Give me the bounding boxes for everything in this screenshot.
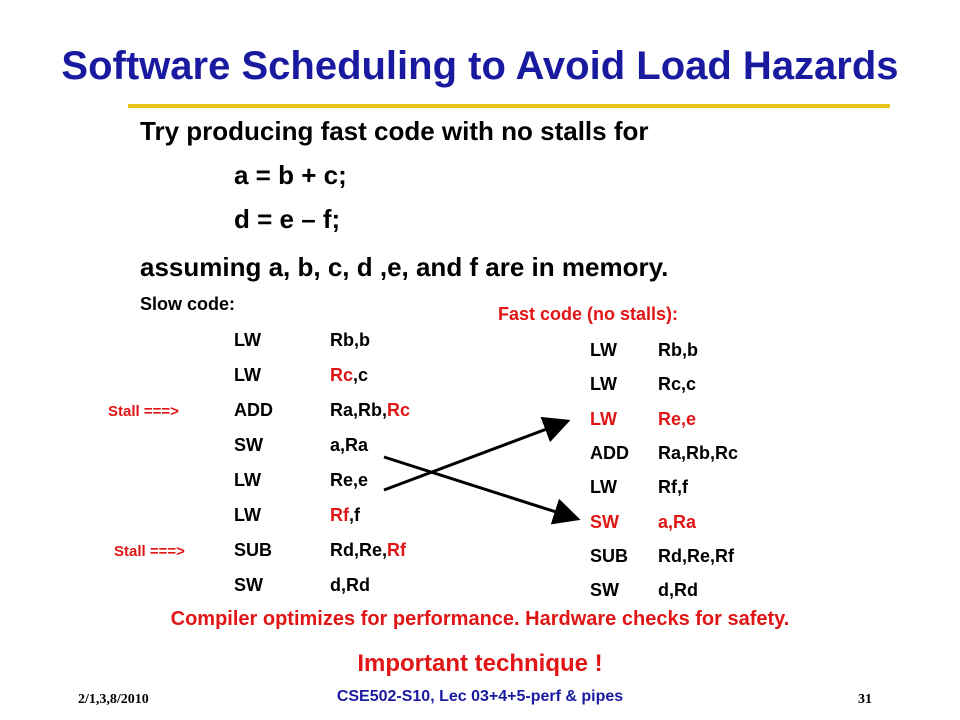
operands: Rb,b xyxy=(330,330,370,350)
operands: d,Rd xyxy=(658,580,698,601)
assumption-line: assuming a, b, c, d ,e, and f are in memory. xyxy=(140,252,669,282)
statement-1: a = b + c; xyxy=(234,160,347,190)
opcode: LW xyxy=(590,477,617,498)
summary-line: Compiler optimizes for performance. Hardware checks for safety. xyxy=(170,608,790,630)
opcode: LW xyxy=(590,374,617,395)
operands: Rd,Re,Rf xyxy=(330,540,407,560)
slide-title: Software Scheduling to Avoid Load Hazards xyxy=(61,44,899,88)
opcode: SW xyxy=(234,575,263,595)
operands: d,Rd xyxy=(330,575,370,595)
opcode: LW xyxy=(590,340,617,360)
slow-code-label: Slow code: xyxy=(140,294,236,314)
opcode: LW xyxy=(234,470,261,490)
operands: Ra,Rb,Rc xyxy=(658,442,739,463)
operands: Re,e xyxy=(658,408,697,429)
stall-marker: Stall ===> xyxy=(114,543,185,560)
opcode: ADD xyxy=(234,400,273,420)
operands: Rd,Re,Rf xyxy=(658,545,734,566)
opcode: SW xyxy=(590,580,619,601)
footer-page-number: 31 xyxy=(858,692,872,707)
intro-line: Try producing fast code with no stalls for xyxy=(140,116,649,146)
opcode: SW xyxy=(590,511,619,532)
fast-code-label: Fast code (no stalls): xyxy=(498,304,679,324)
operands: Rc,c xyxy=(330,365,369,385)
footer-course: CSE502-S10, Lec 03+4+5-perf & pipes xyxy=(336,688,624,705)
opcode: SW xyxy=(234,435,263,455)
arrow-lw-re-to-fast xyxy=(384,421,568,490)
operands: Rf,f xyxy=(658,477,688,498)
footer-date: 2/1,3,8/2010 xyxy=(78,692,149,707)
operands: Ra,Rb,Rc xyxy=(330,400,411,420)
statement-2: d = e – f; xyxy=(234,204,341,234)
operands: Rf,f xyxy=(330,505,360,525)
arrow-sw-a-to-fast xyxy=(384,457,578,519)
stall-marker: Stall ===> xyxy=(108,403,179,420)
important-note: Important technique ! xyxy=(357,650,603,677)
opcode: LW xyxy=(234,365,261,385)
operands: Re,e xyxy=(330,470,369,490)
opcode: LW xyxy=(234,330,261,350)
opcode: SUB xyxy=(590,545,629,566)
opcode: SUB xyxy=(234,540,273,560)
operands: a,Ra xyxy=(330,435,369,455)
operands: Rc,c xyxy=(658,374,697,395)
operands: a,Ra xyxy=(658,511,697,532)
opcode: LW xyxy=(590,408,617,429)
opcode: LW xyxy=(234,505,261,525)
operands: Rb,b xyxy=(658,340,698,360)
opcode: ADD xyxy=(590,442,629,463)
